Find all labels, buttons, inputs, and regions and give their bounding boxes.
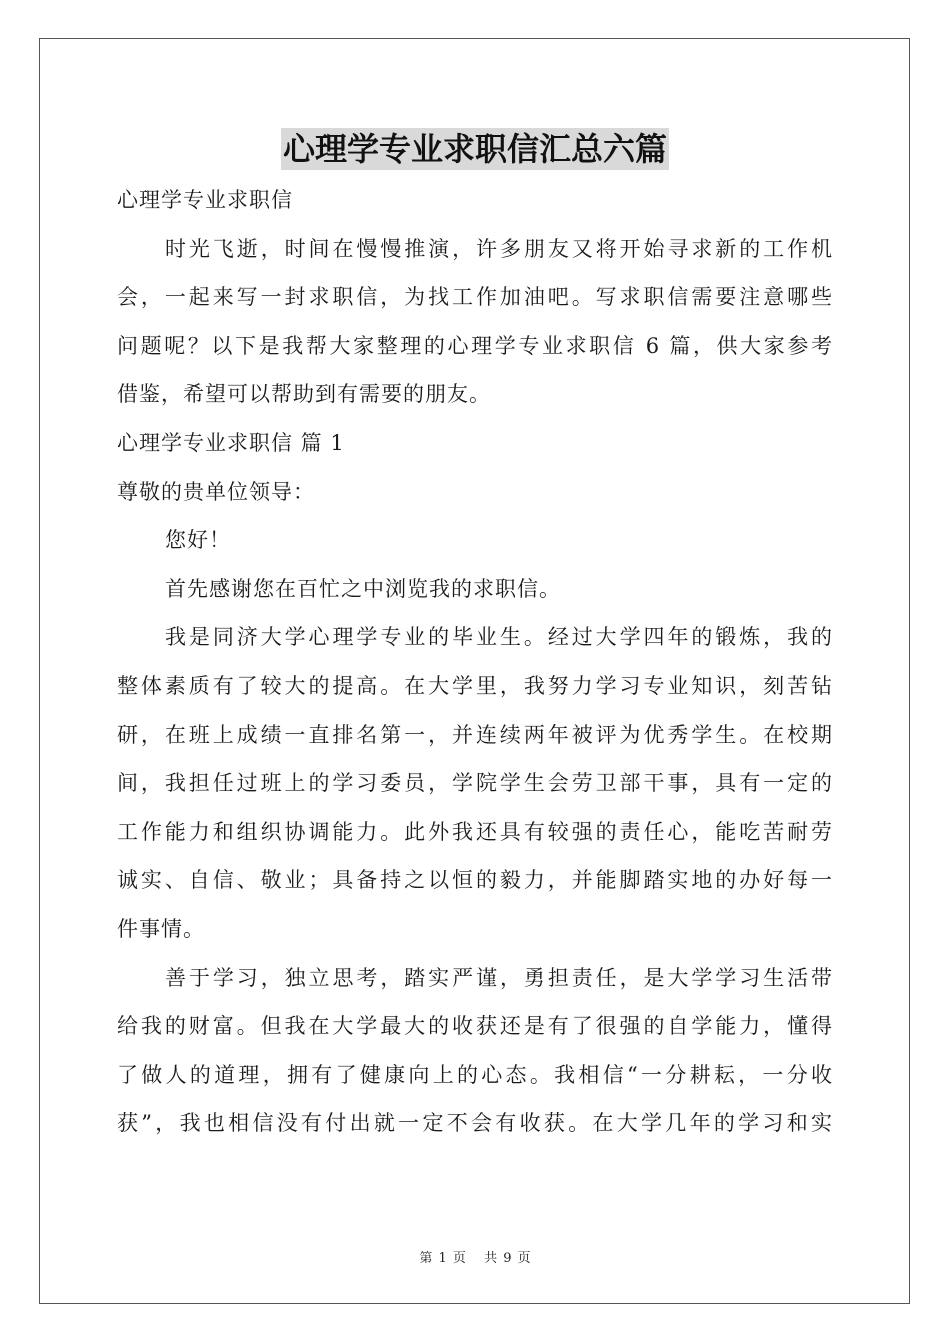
text-line: 善于学习，独立思考，踏实严谨，勇担责任，是大学学习生活带 (165, 965, 833, 990)
text-line: 会，一起来写一封求职信，为找工作加油吧。写求职信需要注意哪些 (117, 285, 833, 310)
text-line: 整体素质有了较大的提高。在大学里，我努力学习专业知识，刻苦钻 (117, 673, 833, 698)
text-line: 给我的财富。但我在大学最大的收获还是有了很强的自学能力，懂得 (117, 1014, 833, 1039)
text-line: 心理学专业求职信 篇 1 (117, 430, 345, 455)
text-line: 尊敬的贵单位领导： (117, 479, 315, 504)
text-line: 间，我担任过班上的学习委员，学院学生会劳卫部干事，具有一定的 (117, 771, 833, 796)
text-line: 您好！ (165, 528, 231, 553)
text-line: 件事情。 (117, 916, 205, 941)
text-line: 了做人的道理，拥有了健康向上的心态。我相信“一分耕耘，一分收 (117, 1062, 833, 1087)
text-line: 工作能力和组织协调能力。此外我还具有较强的责任心，能吃苦耐劳 (117, 819, 833, 844)
text-line: 研，在班上成绩一直排名第一，并连续两年被评为优秀学生。在校期 (117, 722, 833, 747)
text-line: 借鉴，希望可以帮助到有需要的朋友。 (117, 382, 491, 407)
text-line: 获”，我也相信没有付出就一定不会有收获。在大学几年的学习和实 (117, 1111, 833, 1136)
document-body (117, 176, 833, 1148)
text-line: 诚实、自信、敬业；具备持之以恒的毅力，并能脚踏实地的办好每一 (117, 868, 833, 893)
text-line: 首先感谢您在百忙之中浏览我的求职信。 (165, 576, 561, 601)
text-line: 心理学专业求职信 (117, 188, 293, 212)
title-container (0, 128, 950, 170)
page-number-current: 第 1 页 (419, 1251, 466, 1266)
text-line: 我是同济大学心理学专业的毕业生。经过大学四年的锻炼，我的 (165, 625, 833, 650)
page-footer (0, 1247, 950, 1266)
document-title: 心理学专业求职信汇总六篇 (282, 130, 667, 168)
text-line: 问题呢？以下是我帮大家整理的心理学专业求职信 6 篇，供大家参考 (117, 333, 833, 358)
page-number-total: 共 9 页 (484, 1251, 531, 1266)
text-line: 时光飞逝，时间在慢慢推演，许多朋友又将开始寻求新的工作机 (165, 236, 833, 261)
